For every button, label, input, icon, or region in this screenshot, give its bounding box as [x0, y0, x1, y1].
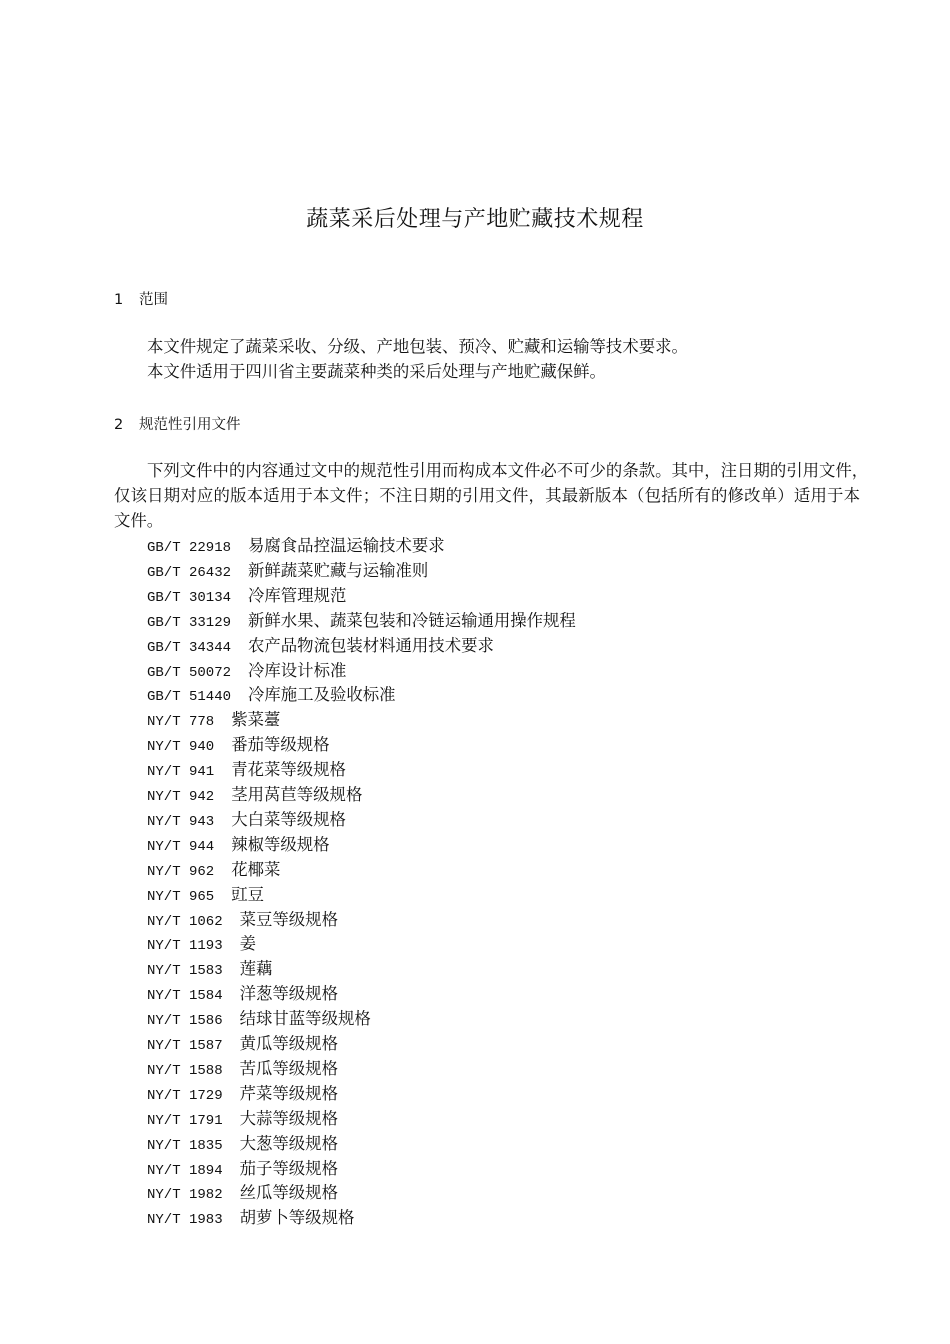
reference-item	[147, 1009, 371, 1031]
reference-title: 冷库管理规范	[248, 585, 347, 605]
reference-item	[147, 1134, 338, 1156]
section-title: 规范性引用文件	[139, 417, 241, 433]
scope-paragraph: 本文件适用于四川省主要蔬菜种类的采后处理与产地贮藏保鲜。	[147, 362, 606, 381]
reference-title: 胡萝卜等级规格	[239, 1208, 355, 1228]
reference-item	[147, 760, 346, 782]
reference-item	[147, 1159, 338, 1181]
reference-code: NY/T 942	[147, 789, 215, 805]
reference-code: NY/T 1983	[147, 1212, 223, 1229]
reference-item	[147, 611, 576, 633]
reference-code: GB/T 30134	[147, 589, 232, 606]
reference-code: GB/T 26432	[147, 564, 232, 581]
reference-item	[147, 934, 256, 956]
reference-title: 农产品物流包装材料通用技术要求	[248, 635, 494, 655]
intro-line: 下列文件中的内容通过文中的规范性引用而构成本文件必不可少的条款。其中，注日期的引用文件，	[147, 461, 869, 480]
reference-title: 新鲜蔬菜贮藏与运输准则	[248, 560, 429, 580]
reference-item	[147, 1109, 338, 1131]
reference-code: NY/T 1982	[147, 1187, 223, 1204]
reference-title: 茎用莴苣等级规格	[231, 785, 363, 804]
reference-title: 苦瓜等级规格	[239, 1058, 338, 1078]
reference-code: NY/T 1583	[147, 963, 223, 980]
reference-item	[147, 735, 330, 757]
reference-code: NY/T 1835	[147, 1137, 223, 1154]
reference-title: 花椰菜	[231, 859, 281, 879]
intro-line: 文件。	[114, 511, 164, 530]
reference-item	[147, 860, 280, 882]
reference-item	[147, 835, 330, 857]
section-heading-scope	[114, 288, 168, 309]
reference-item	[147, 661, 346, 683]
reference-title: 大白菜等级规格	[231, 809, 346, 829]
reference-title: 新鲜水果、蔬菜包装和冷链运输通用操作规程	[248, 610, 576, 630]
reference-code: NY/T 1586	[147, 1013, 223, 1030]
reference-item	[147, 785, 362, 807]
reference-title: 芹菜等级规格	[239, 1083, 338, 1103]
reference-title: 结球甘蓝等级规格	[239, 1009, 371, 1029]
reference-code: NY/T 1588	[147, 1062, 223, 1079]
reference-code: NY/T 944	[147, 838, 215, 855]
reference-title: 豇豆	[231, 884, 264, 904]
reference-code: GB/T 51440	[147, 689, 232, 706]
section-heading-normative-references	[114, 413, 241, 434]
reference-code: GB/T 22918	[147, 540, 232, 556]
reference-code: NY/T 1894	[147, 1162, 223, 1179]
reference-item	[147, 1208, 354, 1230]
reference-item	[147, 1084, 338, 1106]
reference-item	[147, 586, 346, 608]
reference-title: 青花菜等级规格	[231, 760, 346, 780]
section-number: 2	[114, 417, 124, 433]
scope-paragraph: 本文件规定了蔬菜采收、分级、产地包装、预冷、贮藏和运输等技术要求。	[147, 337, 688, 356]
reference-title: 莲藕	[239, 959, 273, 979]
reference-code: NY/T 962	[147, 863, 215, 880]
reference-title: 菜豆等级规格	[239, 909, 338, 929]
section-title: 范围	[139, 292, 168, 308]
reference-item	[147, 1034, 338, 1056]
section-number: 1	[114, 292, 124, 308]
reference-title: 大葱等级规格	[239, 1133, 338, 1153]
reference-title: 冷库施工及验收标准	[248, 685, 396, 705]
document-title: 蔬菜采后处理与产地贮藏技术规程	[306, 207, 644, 232]
reference-item	[147, 885, 264, 907]
reference-item	[147, 561, 428, 583]
reference-title: 番茄等级规格	[231, 735, 330, 755]
reference-code: NY/T 1729	[147, 1087, 223, 1104]
reference-title: 易腐食品控温运输技术要求	[248, 536, 445, 555]
reference-item	[147, 710, 280, 732]
reference-code: NY/T 1791	[147, 1112, 223, 1129]
reference-item	[147, 1183, 338, 1205]
reference-code: GB/T 33129	[147, 614, 232, 631]
reference-code: NY/T 1587	[147, 1038, 223, 1054]
reference-code: NY/T 941	[147, 764, 215, 781]
reference-title: 洋葱等级规格	[239, 984, 338, 1004]
reference-title: 冷库设计标准	[248, 660, 347, 680]
reference-item	[147, 910, 338, 932]
reference-code: NY/T 965	[147, 888, 215, 905]
reference-code: NY/T 1584	[147, 988, 223, 1005]
reference-title: 黄瓜等级规格	[239, 1034, 338, 1053]
reference-title: 姜	[239, 934, 257, 954]
reference-code: NY/T 943	[147, 813, 215, 830]
reference-code: GB/T 50072	[147, 664, 232, 681]
intro-line: 仅该日期对应的版本适用于本文件；不注日期的引用文件，其最新版本（包括所有的修改单）适用于本	[114, 486, 860, 505]
reference-item	[147, 536, 445, 558]
reference-code: NY/T 778	[147, 714, 215, 731]
reference-title: 茄子等级规格	[239, 1158, 338, 1178]
reference-item	[147, 685, 396, 707]
reference-title: 紫菜薹	[231, 710, 281, 730]
reference-item	[147, 959, 272, 981]
reference-item	[147, 810, 346, 832]
reference-title: 丝瓜等级规格	[239, 1183, 338, 1203]
reference-code: NY/T 1193	[147, 938, 223, 955]
reference-code: GB/T 34344	[147, 639, 232, 656]
reference-title: 辣椒等级规格	[231, 834, 330, 854]
reference-item	[147, 636, 494, 658]
reference-code: NY/T 1062	[147, 913, 223, 930]
reference-item	[147, 1059, 338, 1081]
reference-item	[147, 984, 338, 1006]
reference-code: NY/T 940	[147, 739, 215, 756]
reference-title: 大蒜等级规格	[239, 1108, 338, 1128]
